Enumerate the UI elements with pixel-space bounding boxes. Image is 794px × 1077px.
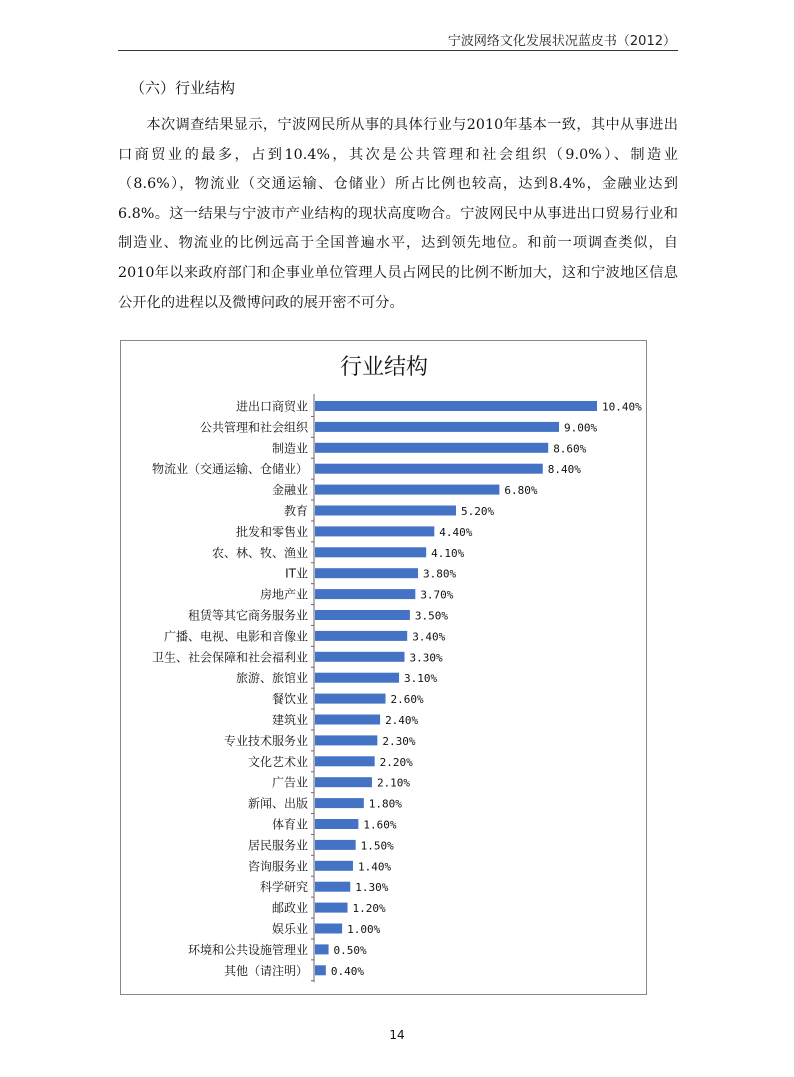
chart-title: 行业结构 xyxy=(339,355,429,380)
bar xyxy=(315,589,415,599)
bar xyxy=(315,506,456,516)
bar xyxy=(315,903,348,913)
value-label: 10.40% xyxy=(602,400,642,414)
bar xyxy=(315,610,410,620)
category-label: 其他（请注明） xyxy=(223,963,308,978)
bars-layer xyxy=(152,394,642,982)
bar xyxy=(315,840,356,850)
bar xyxy=(315,798,364,808)
category-label: 进出口商贸业 xyxy=(235,399,308,414)
value-label: 3.70% xyxy=(420,588,454,602)
bar xyxy=(315,422,559,432)
value-label: 3.80% xyxy=(423,567,457,581)
bar xyxy=(315,861,353,871)
value-label: 1.50% xyxy=(360,839,394,853)
value-label: 3.40% xyxy=(412,630,446,644)
bar xyxy=(315,631,407,641)
bar-chart-svg xyxy=(121,341,646,994)
category-label: 金融业 xyxy=(271,483,308,498)
bar xyxy=(315,965,326,975)
category-label: 旅游、旅馆业 xyxy=(235,671,308,686)
category-label: 制造业 xyxy=(271,441,308,456)
category-label: 新闻、出版 xyxy=(247,796,308,811)
bar xyxy=(315,485,499,495)
category-label: 建筑业 xyxy=(271,713,308,727)
value-label: 5.20% xyxy=(461,505,495,518)
bar xyxy=(315,443,548,453)
category-label: 租赁等其它商务服务业 xyxy=(187,608,308,623)
bar xyxy=(315,715,380,725)
category-label: 娱乐业 xyxy=(271,922,308,936)
category-label: 文化艺术业 xyxy=(247,754,308,769)
value-label: 2.60% xyxy=(390,693,424,707)
category-label: 餐饮业 xyxy=(271,692,308,707)
category-label: 房地产业 xyxy=(259,587,308,602)
value-label: 4.40% xyxy=(439,525,473,539)
bar xyxy=(315,756,375,766)
bar xyxy=(315,735,377,745)
industry-structure-chart xyxy=(120,340,647,995)
value-label: 1.60% xyxy=(363,818,397,832)
value-label: 1.40% xyxy=(357,860,392,874)
value-label: 2.30% xyxy=(382,734,416,748)
section-heading: （六）行业结构 xyxy=(130,79,236,97)
value-label: 1.00% xyxy=(347,923,381,936)
value-label: 2.20% xyxy=(379,755,413,769)
value-label: 6.80% xyxy=(504,484,538,498)
value-label: 2.40% xyxy=(385,714,419,727)
value-label: 0.50% xyxy=(333,943,367,957)
bar xyxy=(315,526,434,536)
value-label: 1.20% xyxy=(352,902,386,916)
page-number: 14 xyxy=(389,1028,405,1042)
category-label: 居民服务业 xyxy=(247,838,308,853)
category-label: 农、林、牧、渔业 xyxy=(211,545,308,560)
value-label: 1.80% xyxy=(368,797,402,811)
body-paragraph: 本次调查结果显示，宁波网民所从事的具体行业与2010年基本一致，其中从事进出口商贸业的最多，占到10.4%，其次是公共管理和社会组织（9.0%）、制造业（8.6%），物流业（交通运输、仓储业）所占比例也较高，达到8.4%，金融业达到6.8%。这一结果与宁波市产业结构的现状高度吻合。宁波网民中从事进出口贸易行业和制造业、物流业的比例远高于全国普遍水平，达到领先地位。和前一项调查类似，自2010年以来政府部门和企事业单位管理人员占网民的比例不断加大，这和宁波地区信息公开化的进程以及微博问政的展开密不可分。 xyxy=(118,117,678,311)
value-label: 4.10% xyxy=(431,546,465,560)
category-label: 科学研究 xyxy=(259,880,308,895)
value-label: 0.40% xyxy=(330,964,364,978)
value-label: 3.50% xyxy=(414,609,449,623)
bar xyxy=(315,464,543,474)
category-label: 专业技术服务业 xyxy=(223,733,308,748)
category-label: 物流业（交通运输、仓储业） xyxy=(151,462,308,477)
category-label: 公共管理和社会组织 xyxy=(199,420,308,435)
bar xyxy=(315,547,426,557)
bar xyxy=(315,673,399,683)
value-label: 3.30% xyxy=(409,651,443,665)
category-label: 邮政业 xyxy=(271,901,308,916)
value-label: 1.30% xyxy=(355,881,389,895)
value-label: 8.60% xyxy=(553,442,587,456)
category-label: 咨询服务业 xyxy=(247,859,308,874)
value-label: 2.10% xyxy=(376,776,411,790)
bar xyxy=(315,944,329,954)
bar xyxy=(315,694,386,704)
category-label: 批发和零售业 xyxy=(235,524,308,539)
value-label: 3.10% xyxy=(404,672,438,686)
category-label: 卫生、社会保障和社会福利业 xyxy=(151,650,308,665)
value-label: 8.40% xyxy=(547,463,581,477)
bar xyxy=(315,924,342,934)
value-label: 9.00% xyxy=(564,421,598,435)
bar xyxy=(315,777,372,787)
header-divider xyxy=(118,50,678,51)
category-label: 环境和公共设施管理业 xyxy=(187,942,308,957)
running-header-title: 宁波网络文化发展状况蓝皮书（2012） xyxy=(447,34,676,49)
bar xyxy=(315,819,358,829)
bar xyxy=(315,568,418,578)
category-label: IT业 xyxy=(285,566,308,581)
category-label: 广播、电视、电影和音像业 xyxy=(163,629,308,644)
bar xyxy=(315,652,404,662)
category-label: 体育业 xyxy=(271,817,308,832)
bar xyxy=(315,882,350,892)
category-label: 广告业 xyxy=(271,775,308,790)
bar xyxy=(315,401,597,411)
category-label: 教育 xyxy=(283,504,308,518)
